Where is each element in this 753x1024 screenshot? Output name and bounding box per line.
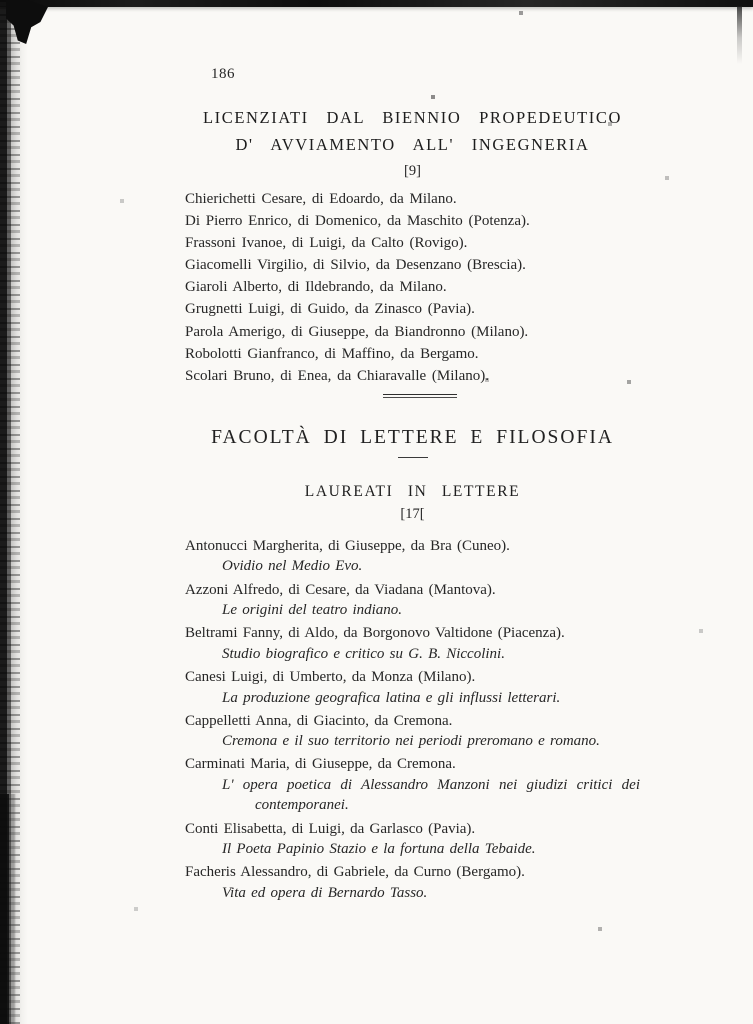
graduate-entry: Di Pierro Enrico, di Domenico, da Maschito (Potenza). <box>185 213 530 230</box>
licenziati-list <box>185 188 640 387</box>
thesis-title: L' opera poetica di Alessandro Manzoni nei giudizi critici dei contemporanei. <box>222 776 640 814</box>
graduate-name: Beltrami Fanny, di Aldo, da Borgonovo Valtidone (Piacenza). <box>185 625 565 642</box>
graduate-entry: Frassoni Ivanoe, di Luigi, da Calto (Rovigo). <box>185 235 468 252</box>
graduate-entry: Giacomelli Virgilio, di Silvio, da Desenzano (Brescia). <box>185 257 526 274</box>
page-number: 186 <box>211 66 235 82</box>
graduate-entry <box>185 667 640 708</box>
graduate-name: Canesi Luigi, di Umberto, da Monza (Milano). <box>185 668 476 685</box>
graduate-entry: Grugnetti Luigi, di Guido, da Zinasco (Pavia). <box>185 301 475 318</box>
section-heading-licenziati <box>185 104 640 158</box>
graduate-entry <box>185 754 640 816</box>
scan-smudge <box>737 6 742 64</box>
thesis-title: Studio biografico e critico su G. B. Niccolini. <box>222 645 505 662</box>
section-divider <box>383 394 457 398</box>
graduate-entry <box>185 623 640 664</box>
graduate-name: Facheris Alessandro, di Gabriele, da Curno (Bergamo). <box>185 864 525 881</box>
graduate-entry: Parola Amerigo, di Giuseppe, da Biandronno (Milano). <box>185 323 529 340</box>
book-binding-edge <box>0 0 30 1024</box>
graduate-entry: Scolari Bruno, di Enea, da Chiaravalle (Milano). <box>185 367 489 384</box>
thesis-title: Cremona e il suo territorio nei periodi preromano e romano. <box>222 733 600 750</box>
heading-line-2: D' AVVIAMENTO ALL' INGEGNERIA <box>235 135 590 154</box>
graduate-entry <box>185 819 640 860</box>
graduate-entry <box>185 711 640 752</box>
graduate-name: Conti Elisabetta, di Luigi, da Garlasco (Pavia). <box>185 820 476 837</box>
graduate-name: Azzoni Alfredo, di Cesare, da Viadana (Mantova). <box>185 581 496 598</box>
thesis-title: Le origini del teatro indiano. <box>222 602 403 619</box>
title-divider <box>398 457 428 458</box>
graduate-count: [17[ <box>400 505 425 522</box>
scan-noise-speckles <box>0 0 2 2</box>
graduate-name: Carminati Maria, di Giuseppe, da Cremona. <box>185 756 456 773</box>
thesis-title: Vita ed opera di Bernardo Tasso. <box>222 884 428 901</box>
heading-line-1: LICENZIATI DAL BIENNIO PROPEDEUTICO <box>202 108 623 127</box>
graduate-count: [9] <box>404 163 421 179</box>
section-heading-laureati: LAUREATI IN LETTERE <box>304 482 521 500</box>
page-content <box>185 0 640 906</box>
graduate-name: Cappelletti Anna, di Giacinto, da Cremona. <box>185 712 453 729</box>
graduate-entry: Robolotti Gianfranco, di Maffino, da Bergamo. <box>185 345 479 362</box>
graduate-entry <box>185 580 640 621</box>
thesis-title: La produzione geografica latina e gli influssi letterari. <box>222 689 561 706</box>
graduate-entry: Giaroli Alberto, di Ildebrando, da Milano. <box>185 279 447 296</box>
laureati-list <box>185 536 640 904</box>
thesis-title: Ovidio nel Medio Evo. <box>222 558 363 575</box>
graduate-entry: Chierichetti Cesare, di Edoardo, da Milano. <box>185 191 457 207</box>
faculty-title: FACOLTÀ DI LETTERE E FILOSOFIA <box>211 426 614 448</box>
graduate-entry <box>185 536 640 577</box>
thesis-title: Il Poeta Papinio Stazio e la fortuna della Tebaide. <box>222 841 536 858</box>
graduate-entry <box>185 862 640 903</box>
graduate-name: Antonucci Margherita, di Giuseppe, da Bra (Cuneo). <box>185 537 510 554</box>
